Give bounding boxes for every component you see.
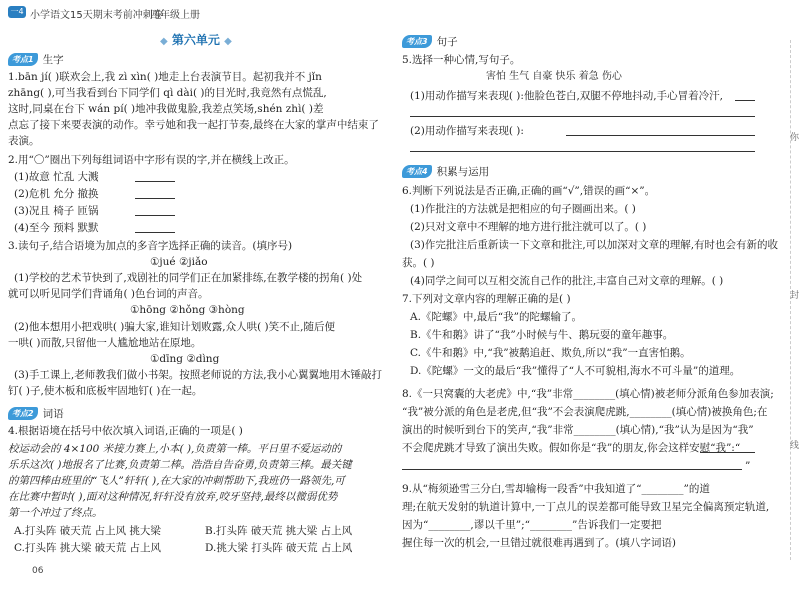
q7-stem: 7.下列对文章内容的理解正确的是( ) xyxy=(402,293,571,305)
q8-comfort-blank-a[interactable] xyxy=(700,452,755,453)
q5-stem: 5.选择一种心情,写句子。 xyxy=(402,54,521,66)
q6-s1: (1)作批注的方法就是把相应的句子圈画出来。( ) xyxy=(410,203,636,215)
q3-s2-line-a: (2)他本想用小把戏哄( )骗大家,谁知计划败露,众人哄( )笑不止,随后便 xyxy=(14,321,335,333)
margin-char-3: 线 xyxy=(790,441,800,451)
q5-s1: (1)用动作描写来表现( ):他脸色苍白,双腿不停地抖动,手心冒着冷汗, xyxy=(410,90,723,102)
section-heading-1 xyxy=(8,52,64,66)
series-logo-icon: 一4 xyxy=(8,6,26,18)
q5-s2-blank-b[interactable] xyxy=(410,151,755,152)
q1-line-5: 表演。 xyxy=(8,135,40,147)
q6-s3-line-a: (3)作完批注后重新读一下文章和批注,可以加深对文章的理解,有时也会有新的收 xyxy=(410,239,779,251)
section-tag-4: 考点4 xyxy=(402,165,432,178)
q2-answer-blank-1[interactable] xyxy=(135,181,175,182)
q4-passage-1: 校运动会的 4×100 米接力赛上,小本( ),负责第一棒。平日里不爱运动的 xyxy=(8,443,342,455)
q3-options-2: ①hōng ②hǒng ③hòng xyxy=(130,304,245,316)
q8-line-1: 8.《一只窝囊的大老虎》中,“我”非常________(填心情)被老师分派角色参加表演; xyxy=(402,388,774,400)
q5-s2: (2)用动作描写来表现( ): xyxy=(410,125,524,137)
q8-comfort-blank-b[interactable] xyxy=(402,469,742,470)
q1-line-2: zhāng( ),可当我看到台下同学们 qì dài( )的目光时,我竟然有点慌乱, xyxy=(8,87,327,99)
section-name-2: 词语 xyxy=(42,408,64,420)
q2-item-3: (3)况且 椅子 匝锅 xyxy=(14,205,99,217)
q4-option-a[interactable]: A.打头阵 破天荒 占上风 挑大梁 xyxy=(14,525,161,537)
q4-passage-4: 在比赛中暂时( ),面对这种情况,轩轩没有放弃,咬牙坚持,最终以微弱优势 xyxy=(8,491,338,503)
section-heading-2 xyxy=(8,406,64,420)
q7-option-b[interactable]: B.《牛和鹅》讲了“我”小时候与牛、鹅玩耍的童年趣事。 xyxy=(410,329,674,341)
q8-line-5: ” xyxy=(745,460,751,472)
page-number: 06 xyxy=(32,566,44,576)
q2-item-1: (1)故意 忙乱 大溅 xyxy=(14,171,99,183)
q3-s2-line-b: 一哄( )而散,只留他一人尴尬地站在原地。 xyxy=(8,337,202,349)
q3-options-1: ①jué ②jiǎo xyxy=(150,256,208,268)
q7-option-d[interactable]: D.《陀螺》一文的最后“我”懂得了“人不可貌相,海水不可斗量”的道理。 xyxy=(410,365,741,377)
unit-title-block xyxy=(160,31,232,48)
q5-emotion-list: 害怕 生气 自豪 快乐 着急 伤心 xyxy=(486,71,622,82)
q3-s3-line-b: 钉( )子,使木板和底板牢固地钉( )在一起。 xyxy=(8,385,203,397)
q1-line-4: 点忘了接下来要表演的动作。幸亏她和我一起打节奏,最终在大家的掌声中结束了 xyxy=(8,119,379,131)
margin-char-1: 你 xyxy=(790,133,800,143)
q4-stem: 4.根据语境在括号中依次填入词语,正确的一项是( ) xyxy=(8,425,243,437)
q6-stem: 6.判断下列说法是否正确,正确的画“√”,错误的画“×”。 xyxy=(402,185,656,197)
q5-s1-blank-b[interactable] xyxy=(410,116,755,117)
q4-passage-5: 第一个冲过了终点。 xyxy=(8,507,103,519)
section-name-4: 积累与运用 xyxy=(436,166,490,178)
q5-s1-blank-a[interactable] xyxy=(735,100,755,101)
margin-char-2: 封 xyxy=(790,291,800,301)
section-name-3: 句子 xyxy=(436,36,458,48)
grade-label: 四年级上册 xyxy=(150,10,200,21)
q3-s3-line-a: (3)手工课上,老师教我们做小书架。按照老师说的方法,我小心翼翼地用木锤敲打 xyxy=(14,369,383,381)
q4-passage-2: 乐乐这次( )地报名了比赛,负责第二棒。浩浩自告奋勇,负责第三棒。最关键 xyxy=(8,459,352,471)
section-tag-3: 考点3 xyxy=(402,35,432,48)
q4-option-c[interactable]: C.打头阵 挑大梁 破天荒 占上风 xyxy=(14,542,162,554)
q6-s4: (4)同学之间可以互相交流自己作的批注,丰富自己对文章的理解。( ) xyxy=(410,275,724,287)
q3-stem: 3.读句子,结合语境为加点的多音字选择正确的读音。(填序号) xyxy=(8,240,293,252)
q2-answer-blank-3[interactable] xyxy=(135,215,175,216)
q6-s3-line-b: 获。( ) xyxy=(402,257,435,269)
q9-line-4: 握住每一次的机会,一旦错过就很难再遇到了。(填八字词语) xyxy=(402,537,677,549)
q1-line-1: 1.bān jí( )联欢会上,我 zì xìn( )地走上台表演节目。起初我并不 jǐn xyxy=(8,71,322,83)
q2-answer-blank-4[interactable] xyxy=(135,232,175,233)
q9-line-1: 9.从“梅须逊雪三分白,雪却输梅一段香”中我知道了“________”的道 xyxy=(402,483,710,495)
diamond-left-icon: ◆ xyxy=(160,36,168,47)
q9-line-2: 理;在航天发射的轨道计算中,一丁点儿的误差都可能导致卫星完全偏离预定轨道, xyxy=(402,501,770,513)
q8-line-4: 不会爬虎跳才导致了演出失败。假如你是“我”的朋友,你会这样安慰“我”:“ xyxy=(402,442,741,454)
q2-answer-blank-2[interactable] xyxy=(135,198,175,199)
unit-title: 第六单元 xyxy=(171,33,220,47)
section-tag-1: 考点1 xyxy=(8,53,38,66)
q3-options-3: ①dīng ②dìng xyxy=(150,353,220,365)
q3-s1-line-b: 就可以听见同学们背诵角( )色台词的声音。 xyxy=(8,288,209,300)
q4-passage-3: 的第四棒由班里的“飞人”轩轩( ),在大家的冲刺帮助下,我班仍一路领先,可 xyxy=(8,475,345,487)
q4-option-d[interactable]: D.挑大梁 打头阵 破天荒 占上风 xyxy=(205,542,353,554)
page-header xyxy=(0,0,800,22)
q9-line-3: 因为“________,谬以千里”;“________”告诉我们一定要把 xyxy=(402,519,662,531)
q2-item-4: (4)至今 预料 默默 xyxy=(14,222,99,234)
section-heading-4 xyxy=(402,164,489,178)
q5-s2-blank-a[interactable] xyxy=(566,135,755,136)
section-heading-3 xyxy=(402,34,458,48)
section-name-1: 生字 xyxy=(42,54,64,66)
q6-s2: (2)只对文章中不理解的地方进行批注就可以了。( ) xyxy=(410,221,647,233)
diamond-right-icon: ◆ xyxy=(224,36,232,47)
q7-option-c[interactable]: C.《牛和鹅》中,“我”被鹅追赶、欺负,所以“我”一直害怕鹅。 xyxy=(410,347,691,359)
section-tag-2: 考点2 xyxy=(8,407,38,420)
q4-option-b[interactable]: B.打头阵 破天荒 挑大梁 占上风 xyxy=(205,525,353,537)
q3-s1-line-a: (1)学校的艺术节快到了,戏剧社的同学们正在加紧排练,在教学楼的拐角( )处 xyxy=(14,272,363,284)
q2-item-2: (2)危机 允分 撤换 xyxy=(14,188,99,200)
q2-stem: 2.用“〇”圈出下列每组词语中字形有误的字,并在横线上改正。 xyxy=(8,154,295,166)
q1-line-3: 这时,同桌在台下 wán pí( )地冲我做鬼脸,我差点笑场,shén zhì( )差 xyxy=(8,103,324,115)
q8-line-2: “我”被分派的角色是老虎,但“我”不会表演爬虎跳,________(填心情)被换角色;在 xyxy=(402,406,768,418)
q8-line-3: 演出的时候听到台下的笑声,“我”非常________(填心情),“我”认为是因为“我” xyxy=(402,424,754,436)
book-title: 小学语文15天期末考前冲刺卷 xyxy=(30,10,163,21)
q7-option-a[interactable]: A.《陀螺》中,最后“我”的陀螺输了。 xyxy=(410,311,582,323)
